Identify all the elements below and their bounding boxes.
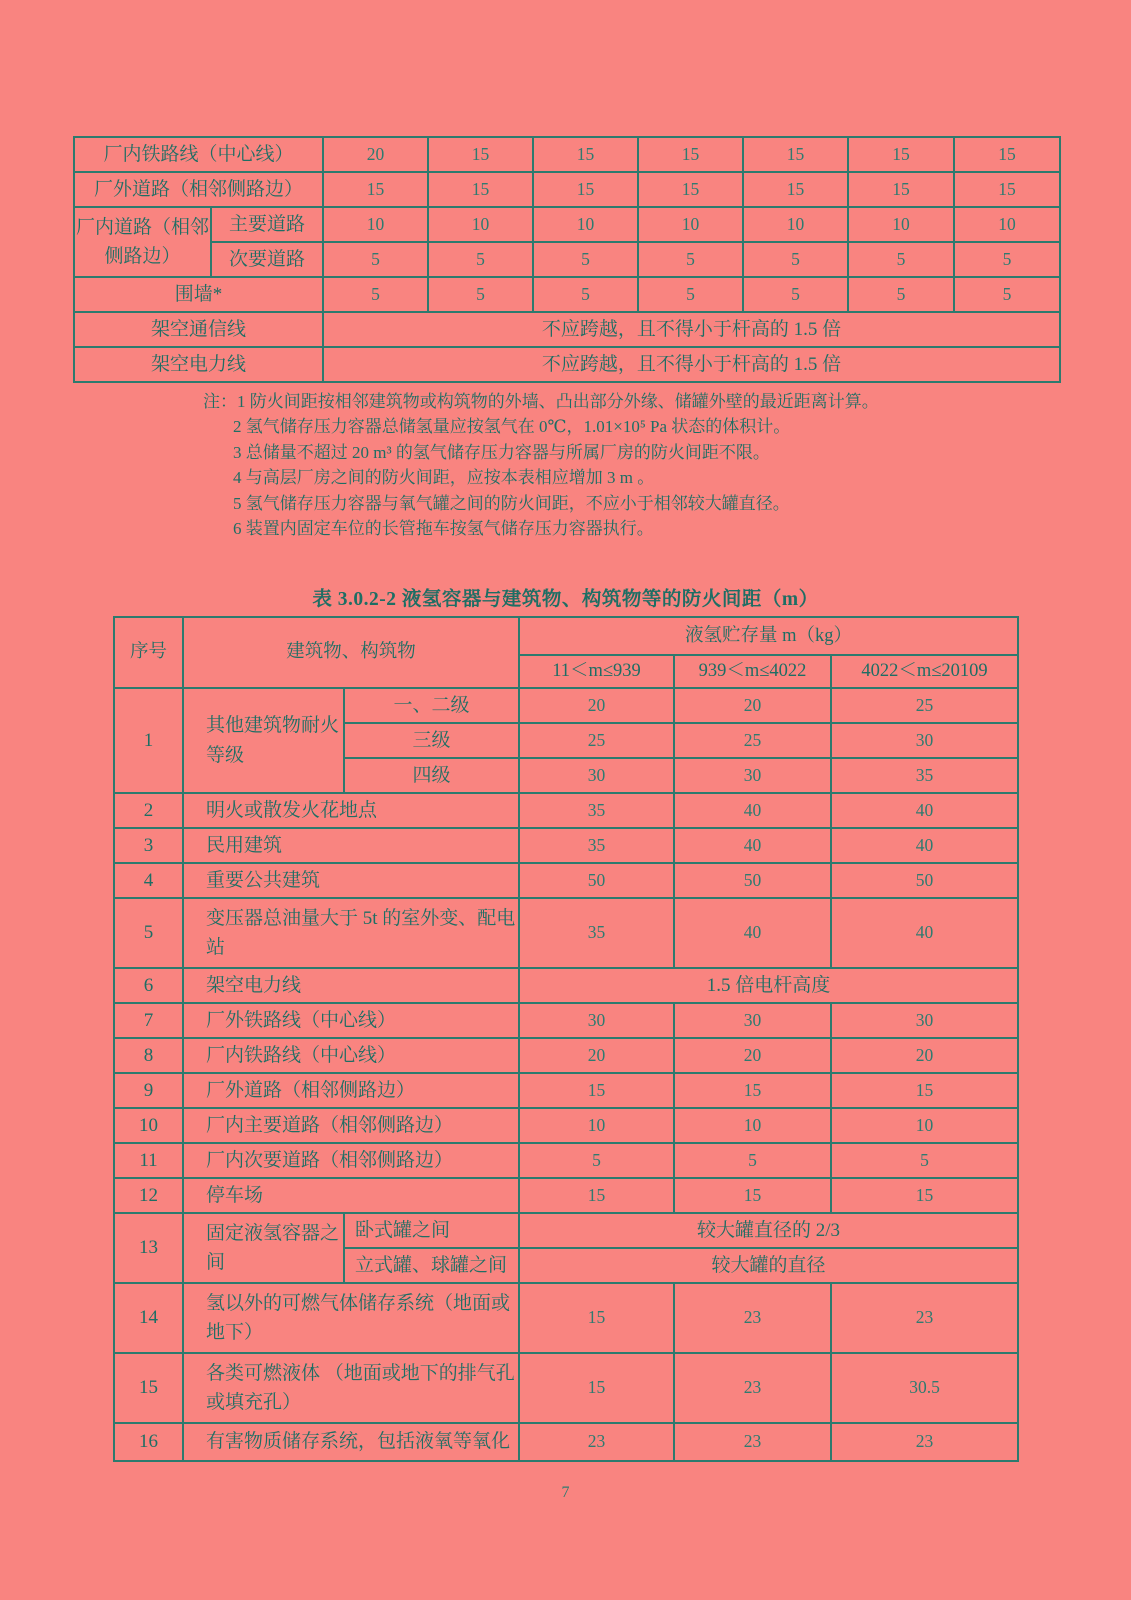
table-row [114, 898, 1018, 968]
value-cell: 15 [743, 137, 848, 172]
value-cell: 5 [674, 1143, 831, 1178]
value-cell: 10 [323, 207, 428, 242]
note-line: 6 装置内固定车位的长管拖车按氢气储存压力容器执行。 [233, 518, 654, 538]
value-cell: 15 [519, 1353, 674, 1423]
value-cell: 23 [674, 1423, 831, 1461]
row-label-cell: 民用建筑 [183, 828, 519, 863]
row-label-cell: 厂内铁路线（中心线） [183, 1038, 519, 1073]
value-cell: 35 [519, 828, 674, 863]
serial-cell: 2 [114, 793, 183, 828]
note-line: 5 氢气储存压力容器与氧气罐之间的防火间距，不应小于相邻较大罐直径。 [233, 493, 790, 513]
value-cell: 10 [831, 1108, 1018, 1143]
value-cell: 10 [674, 1108, 831, 1143]
value-cell: 5 [848, 277, 954, 312]
value-cell: 40 [831, 828, 1018, 863]
value-cell: 40 [831, 793, 1018, 828]
row-label-cell: 厂内次要道路（相邻侧路边） [183, 1143, 519, 1178]
table-row [114, 1003, 1018, 1038]
value-cell: 30 [674, 1003, 831, 1038]
value-cell: 15 [831, 1178, 1018, 1213]
table-row [114, 1178, 1018, 1213]
span-value-cell: 不应跨越，且不得小于杆高的 1.5 倍 [323, 312, 1060, 347]
serial-cell: 6 [114, 968, 183, 1003]
value-cell: 30 [674, 758, 831, 793]
header-serial: 序号 [114, 617, 183, 688]
value-cell: 5 [428, 277, 533, 312]
serial-cell: 5 [114, 898, 183, 968]
value-cell: 30 [519, 758, 674, 793]
value-cell: 15 [848, 137, 954, 172]
table-row [74, 242, 1060, 277]
value-cell: 20 [674, 1038, 831, 1073]
row-sublabel-cell: 立式罐、球罐之间 [344, 1248, 519, 1283]
row-label-cell: 围墙* [74, 277, 323, 312]
table-row [114, 1108, 1018, 1143]
value-cell: 23 [674, 1283, 831, 1353]
value-cell: 5 [831, 1143, 1018, 1178]
value-cell: 5 [323, 242, 428, 277]
value-cell: 23 [519, 1423, 674, 1461]
value-cell: 30 [831, 723, 1018, 758]
value-cell: 15 [674, 1178, 831, 1213]
table-row [114, 828, 1018, 863]
row-group-label-cell: 厂内道路（相邻侧路边） [74, 207, 211, 277]
row-label-cell: 厂外道路（相邻侧路边） [74, 172, 323, 207]
value-cell: 10 [954, 207, 1060, 242]
serial-cell: 16 [114, 1423, 183, 1461]
value-cell: 50 [674, 863, 831, 898]
value-cell: 20 [519, 688, 674, 723]
value-cell: 35 [519, 793, 674, 828]
value-cell: 15 [743, 172, 848, 207]
value-cell: 15 [831, 1073, 1018, 1108]
value-cell: 5 [743, 242, 848, 277]
value-cell: 35 [519, 898, 674, 968]
table-row [114, 1283, 1018, 1353]
value-cell: 15 [519, 1283, 674, 1353]
value-cell: 15 [533, 172, 638, 207]
value-cell: 5 [533, 242, 638, 277]
span-value-cell: 较大罐直径的 2/3 [519, 1213, 1018, 1248]
row-label-cell: 其他建筑物耐火等级 [183, 688, 344, 793]
row-sublabel-cell: 卧式罐之间 [344, 1213, 519, 1248]
span-value-cell: 较大罐的直径 [519, 1248, 1018, 1283]
fire-distance-table-continued [73, 136, 1061, 383]
value-cell: 10 [533, 207, 638, 242]
table-row [114, 1038, 1018, 1073]
table-row [74, 137, 1060, 172]
value-cell: 15 [428, 172, 533, 207]
value-cell: 15 [519, 1073, 674, 1108]
row-label-cell: 明火或散发火花地点 [183, 793, 519, 828]
serial-cell: 11 [114, 1143, 183, 1178]
header-range: 4022＜m≤20109 [831, 655, 1018, 688]
row-label-cell: 厂外道路（相邻侧路边） [183, 1073, 519, 1108]
serial-cell: 10 [114, 1108, 183, 1143]
value-cell: 40 [674, 793, 831, 828]
value-cell: 23 [831, 1423, 1018, 1461]
value-cell: 20 [323, 137, 428, 172]
row-sublabel-cell: 一、二级 [344, 688, 519, 723]
value-cell: 20 [519, 1038, 674, 1073]
note-line: 4 与高层厂房之间的防火间距，应按本表相应增加 3 m 。 [233, 468, 655, 488]
table-row [114, 968, 1018, 1003]
row-label-cell: 厂内铁路线（中心线） [74, 137, 323, 172]
value-cell: 10 [743, 207, 848, 242]
value-cell: 10 [638, 207, 743, 242]
value-cell: 25 [831, 688, 1018, 723]
header-storage: 液氢贮存量 m（kg） [519, 617, 1018, 655]
row-label-cell: 厂内主要道路（相邻侧路边） [183, 1108, 519, 1143]
liquid-hydrogen-distance-table [113, 616, 1019, 1462]
table-row [74, 207, 1060, 242]
value-cell: 23 [831, 1283, 1018, 1353]
value-cell: 40 [674, 898, 831, 968]
value-cell: 15 [638, 137, 743, 172]
table-row [114, 1073, 1018, 1108]
value-cell: 15 [428, 137, 533, 172]
value-cell: 30 [519, 1003, 674, 1038]
serial-cell: 1 [114, 688, 183, 793]
value-cell: 5 [638, 242, 743, 277]
value-cell: 25 [519, 723, 674, 758]
value-cell: 15 [848, 172, 954, 207]
row-label-cell: 停车场 [183, 1178, 519, 1213]
row-sublabel-cell: 三级 [344, 723, 519, 758]
value-cell: 15 [954, 172, 1060, 207]
row-label-cell: 固定液氢容器之间 [183, 1213, 344, 1283]
value-cell: 40 [831, 898, 1018, 968]
value-cell: 10 [848, 207, 954, 242]
row-label-cell: 重要公共建筑 [183, 863, 519, 898]
value-cell: 5 [323, 277, 428, 312]
row-label-cell: 架空电力线 [74, 347, 323, 382]
span-value-cell: 1.5 倍电杆高度 [519, 968, 1018, 1003]
table-row [114, 1423, 1018, 1461]
table-row [114, 863, 1018, 898]
serial-cell: 14 [114, 1283, 183, 1353]
notes-prefix: 注： [203, 392, 237, 411]
header-range: 939＜m≤4022 [674, 655, 831, 688]
span-value-cell: 不应跨越，且不得小于杆高的 1.5 倍 [323, 347, 1060, 382]
row-sublabel-cell: 主要道路 [211, 207, 323, 242]
serial-cell: 13 [114, 1213, 183, 1283]
table-row [114, 793, 1018, 828]
serial-cell: 4 [114, 863, 183, 898]
value-cell: 35 [831, 758, 1018, 793]
note-line: 3 总储量不超过 20 m³ 的氢气储存压力容器与所属厂房的防火间距不限。 [233, 442, 770, 462]
table-row [74, 312, 1060, 347]
header-range: 11＜m≤939 [519, 655, 674, 688]
table-row [74, 277, 1060, 312]
table-row [114, 688, 1018, 723]
value-cell: 5 [954, 242, 1060, 277]
table-row [114, 1143, 1018, 1178]
value-cell: 15 [638, 172, 743, 207]
table-notes [203, 389, 879, 541]
value-cell: 10 [519, 1108, 674, 1143]
row-label-cell: 有害物质储存系统，包括液氧等氧化 [183, 1423, 519, 1461]
table-row [114, 1353, 1018, 1423]
serial-cell: 12 [114, 1178, 183, 1213]
value-cell: 15 [519, 1178, 674, 1213]
value-cell: 5 [848, 242, 954, 277]
row-label-cell: 厂外铁路线（中心线） [183, 1003, 519, 1038]
value-cell: 23 [674, 1353, 831, 1423]
serial-cell: 15 [114, 1353, 183, 1423]
row-label-cell: 氢以外的可燃气体储存系统（地面或地下） [183, 1283, 519, 1353]
row-label-cell: 变压器总油量大于 5t 的室外变、配电站 [183, 898, 519, 968]
value-cell: 5 [954, 277, 1060, 312]
value-cell: 15 [533, 137, 638, 172]
value-cell: 20 [831, 1038, 1018, 1073]
value-cell: 50 [831, 863, 1018, 898]
serial-cell: 8 [114, 1038, 183, 1073]
row-label-cell: 架空通信线 [74, 312, 323, 347]
note-line: 2 氢气储存压力容器总储氢量应按氢气在 0℃，1.01×10⁵ Pa 状态的体积计。 [233, 417, 791, 437]
value-cell: 5 [533, 277, 638, 312]
value-cell: 5 [638, 277, 743, 312]
value-cell: 15 [323, 172, 428, 207]
row-label-cell: 各类可燃液体 （地面或地下的排气孔或填充孔） [183, 1353, 519, 1423]
page-number: 7 [561, 1484, 570, 1501]
row-label-cell: 架空电力线 [183, 968, 519, 1003]
serial-cell: 7 [114, 1003, 183, 1038]
note-line [203, 389, 879, 414]
table2-title: 表 3.0.2-2 液氢容器与建筑物、构筑物等的防火间距（m） [312, 589, 819, 610]
value-cell: 15 [954, 137, 1060, 172]
value-cell: 5 [428, 242, 533, 277]
value-cell: 10 [428, 207, 533, 242]
row-sublabel-cell: 四级 [344, 758, 519, 793]
value-cell: 30 [831, 1003, 1018, 1038]
value-cell: 30.5 [831, 1353, 1018, 1423]
value-cell: 40 [674, 828, 831, 863]
value-cell: 5 [743, 277, 848, 312]
row-sublabel-cell: 次要道路 [211, 242, 323, 277]
table-row [74, 172, 1060, 207]
value-cell: 15 [674, 1073, 831, 1108]
table-row [114, 1213, 1018, 1248]
value-cell: 25 [674, 723, 831, 758]
note-text: 1 防火间距按相邻建筑物或构筑物的外墙、凸出部分外缘、储罐外壁的最近距离计算。 [237, 392, 879, 411]
table-row [74, 347, 1060, 382]
serial-cell: 9 [114, 1073, 183, 1108]
value-cell: 20 [674, 688, 831, 723]
value-cell: 5 [519, 1143, 674, 1178]
serial-cell: 3 [114, 828, 183, 863]
header-row [114, 617, 1018, 655]
header-building: 建筑物、构筑物 [183, 617, 519, 688]
value-cell: 50 [519, 863, 674, 898]
